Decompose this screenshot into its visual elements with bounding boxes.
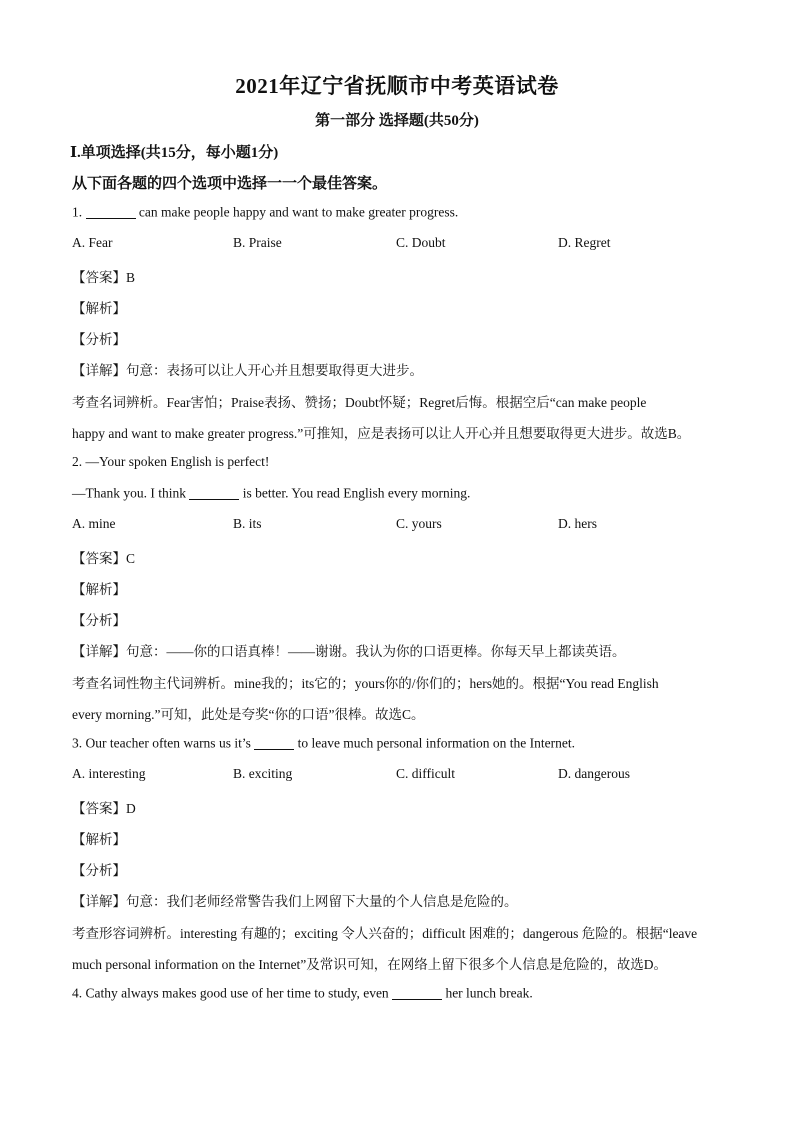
- q2-jiexi: 【解析】: [72, 582, 126, 597]
- q3-option-c: C. difficult: [396, 766, 455, 781]
- q3-option-d: D. dangerous: [558, 766, 630, 781]
- q3-option-a: A. interesting: [72, 766, 146, 781]
- question-3-end: to leave much personal information on the Internet.: [294, 735, 575, 751]
- q1-explanation-1: 考查名词辨析。Fear害怕；Praise表扬、赞扬；Doubt怀疑；Regret后悔。根据空后“can make people: [72, 395, 647, 410]
- q2-option-b: B. its: [233, 516, 262, 531]
- question-3-start: 3. Our teacher often warns us it’s: [72, 735, 255, 751]
- question-2-reply: [72, 485, 470, 502]
- q2-detail: 【详解】句意：——你的口语真棒！——谢谢。我认为你的口语更棒。你每天早上都读英语。: [72, 644, 626, 659]
- q1-fenxi: 【分析】: [72, 332, 126, 347]
- q1-explanation-2: happy and want to make greater progress.”可推知，应是表扬可以让人开心并且想要取得更大进步。故选B。: [72, 426, 691, 441]
- answer-blank: [86, 204, 136, 219]
- answer-blank: [189, 485, 239, 500]
- q3-jiexi: 【解析】: [72, 832, 126, 847]
- q1-option-b: B. Praise: [233, 235, 282, 250]
- q1-detail: 【详解】句意：表扬可以让人开心并且想要取得更大进步。: [72, 363, 423, 378]
- part-subtitle: 第一部分 选择题(共50分): [315, 113, 479, 129]
- q2-option-a: A. mine: [72, 516, 116, 531]
- q2-answer: 【答案】C: [72, 551, 136, 566]
- question-4-end: her lunch break.: [442, 985, 533, 1001]
- q1-option-d: D. Regret: [558, 235, 611, 250]
- question-1-text: can make people happy and want to make greater progress.: [135, 204, 459, 220]
- q3-explanation-2: much personal information on the Internet”及常识可知，在网络上留下很多个人信息是危险的，故选D。: [72, 957, 668, 972]
- q2-option-d: D. hers: [558, 516, 597, 531]
- question-2-reply-start: —Thank you. I think: [72, 485, 190, 501]
- q2-fenxi: 【分析】: [72, 613, 126, 628]
- q2-explanation-2: every morning.”可知，此处是夸奖“你的口语”很棒。故选C。: [72, 707, 425, 722]
- question-2: 2. —Your spoken English is perfect!: [72, 454, 270, 469]
- q2-explanation-1: 考查名词性物主代词辨析。mine我的；its它的；yours你的/你们的；hers她的。根据“You read English: [72, 676, 659, 691]
- question-1-number: 1.: [72, 204, 86, 220]
- question-1: [72, 204, 458, 221]
- q1-option-c: C. Doubt: [396, 235, 446, 250]
- section-heading: Ⅰ.单项选择(共15分，每小题1分): [70, 145, 279, 161]
- answer-blank: [254, 735, 294, 750]
- question-4-start: 4. Cathy always makes good use of her time to study, even: [72, 985, 393, 1001]
- q1-jiexi: 【解析】: [72, 301, 126, 316]
- answer-blank: [392, 985, 442, 1000]
- q3-fenxi: 【分析】: [72, 863, 126, 878]
- q3-answer: 【答案】D: [72, 801, 136, 816]
- q2-option-c: C. yours: [396, 516, 442, 531]
- question-4: [72, 985, 533, 1002]
- q3-explanation-1: 考查形容词辨析。interesting 有趣的；exciting 令人兴奋的；difficult 困难的；dangerous 危险的。根据“leave: [72, 926, 698, 941]
- q1-option-a: A. Fear: [72, 235, 113, 250]
- question-2-reply-end: is better. You read English every morning.: [239, 485, 471, 501]
- q3-option-b: B. exciting: [233, 766, 293, 781]
- section-instruction: 从下面各题的四个选项中选择一一个最佳答案。: [72, 176, 388, 192]
- question-3: [72, 735, 575, 752]
- q1-answer: 【答案】B: [72, 270, 136, 285]
- page-title: 2021年辽宁省抚顺市中考英语试卷: [235, 74, 559, 98]
- q3-detail: 【详解】句意：我们老师经常警告我们上网留下大量的个人信息是危险的。: [72, 894, 518, 909]
